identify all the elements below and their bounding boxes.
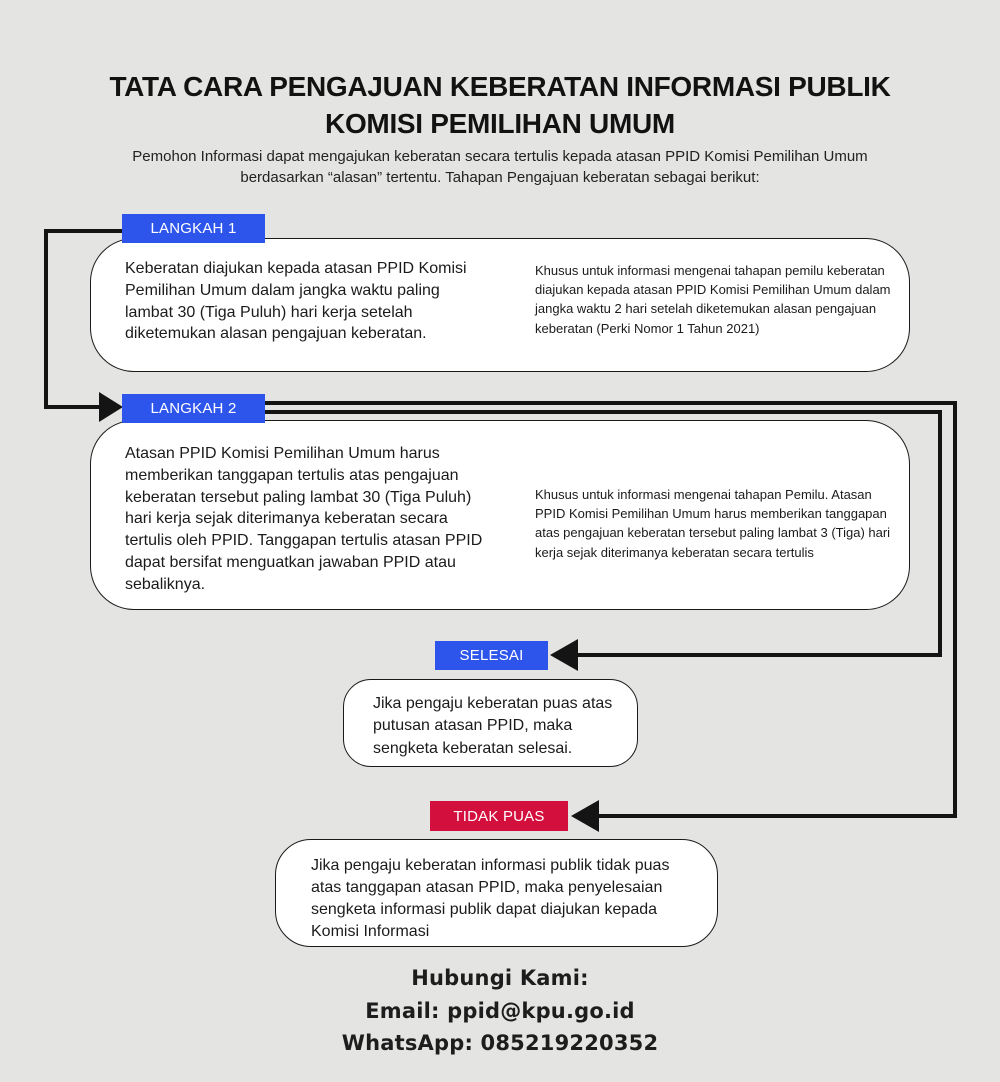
connector-step1-vertical-line: [44, 229, 48, 409]
selesai-text: Jika pengaju keberatan puas atas putusan atasan PPID, maka sengketa keberatan selesai.: [373, 695, 613, 757]
page-title: [0, 68, 1000, 142]
tidak-puas-text: Jika pengaju keberatan informasi publik tidak puas atas tanggapan atasan PPID, maka penyelesaian sengketa informasi publik dapat diajukan kepada Komisi Informasi: [311, 857, 670, 941]
arrow-left-icon: [571, 800, 599, 832]
connector-step1-bottom-line: [44, 405, 102, 409]
contact-whatsapp: WhatsApp: 085219220352: [341, 1031, 659, 1055]
step1-card: [90, 238, 910, 372]
step2-badge: LANGKAH 2: [122, 394, 265, 423]
page-subtitle: Pemohon Informasi dapat mengajukan keberatan secara tertulis kepada atasan PPID Komisi Pemilihan Umum berdasarkan “alasan” tertentu. Tahapan Pengajuan keberatan sebagai berikut:: [132, 148, 868, 186]
selesai-card: [343, 679, 638, 767]
connector-tidakpuas-bottom-line: [598, 814, 957, 818]
tidak-puas-badge: TIDAK PUAS: [430, 801, 568, 831]
connector-tidakpuas-vertical-line: [953, 401, 957, 818]
contact-heading: Hubungi Kami:: [411, 966, 589, 990]
step1-badge: LANGKAH 1: [122, 214, 265, 243]
page-title-line2: KOMISI PEMILIHAN UMUM: [325, 108, 675, 139]
step1-side-note: Khusus untuk informasi mengenai tahapan pemilu keberatan diajukan kepada atasan PPID Komisi Pemilihan Umum dalam jangka waktu 2 hari setelah diketemukan alasan pengajuan keberatan (Perki Nomor 1 Tahun 2021): [535, 263, 891, 336]
page-title-line1: TATA CARA PENGAJUAN KEBERATAN INFORMASI PUBLIK: [109, 71, 891, 102]
contact-email: Email: ppid@kpu.go.id: [365, 999, 635, 1023]
step2-side-note: Khusus untuk informasi mengenai tahapan Pemilu. Atasan PPID Komisi Pemilihan Umum harus memberikan tanggapan atas pengajuan keberatan tersebut paling lambat 3 (Tiga) hari kerja sejak diterimanya keberatan secara tertulis: [535, 487, 891, 560]
connector-step1-top-line: [44, 229, 122, 233]
connector-selesai-top-line: [265, 410, 942, 414]
selesai-badge: SELESAI: [435, 641, 548, 670]
arrow-left-icon: [550, 639, 578, 671]
step2-card: [90, 420, 910, 610]
connector-tidakpuas-top-line: [265, 401, 957, 405]
connector-selesai-vertical-line: [938, 410, 942, 657]
step1-main-text: Keberatan diajukan kepada atasan PPID Komisi Pemilihan Umum dalam jangka waktu paling lambat 30 (Tiga Puluh) hari kerja setelah diketemukan alasan pengajuan keberatan.: [125, 260, 467, 343]
step2-main-text: Atasan PPID Komisi Pemilihan Umum harus memberikan tanggapan tertulis atas pengajuan keberatan tersebut paling lambat 30 (Tiga Puluh) hari kerja sejak diterimanya keberatan secara tertulis oleh PPID. Tanggapan tertulis atasan PPID dapat bersifat menguatkan jawaban PPID atau sebaliknya.: [125, 445, 483, 593]
connector-selesai-bottom-line: [576, 653, 938, 657]
tidak-puas-card: [275, 839, 718, 947]
arrow-right-icon: [99, 392, 123, 422]
